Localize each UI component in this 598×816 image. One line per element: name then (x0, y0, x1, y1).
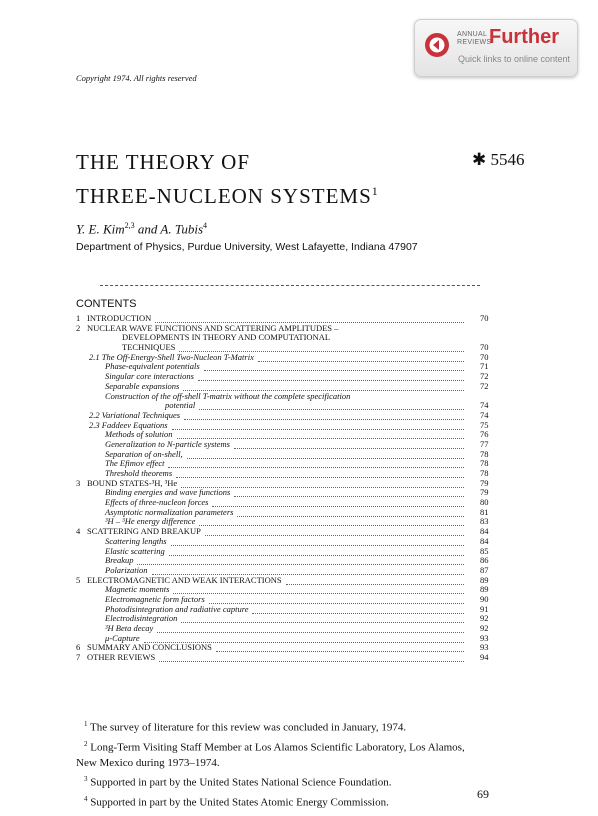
toc-section-number: 2 (76, 322, 81, 333)
authors (76, 221, 207, 237)
toc-page-number: 70 (480, 313, 489, 323)
toc-leader-dots (199, 402, 464, 410)
toc-page-number: 79 (480, 477, 489, 488)
toc-leader-dots (286, 577, 464, 585)
star-icon: ✱ (472, 150, 487, 169)
toc-leader-dots (172, 422, 464, 430)
article-title (76, 148, 379, 211)
toc-page-number: 94 (480, 652, 489, 663)
footnote-mark: 3 (84, 775, 88, 784)
footnote-mark: 4 (84, 794, 88, 803)
toc-leader-dots (183, 383, 464, 391)
footnote (76, 755, 496, 771)
toc-leader-dots (198, 373, 464, 381)
toc-leader-dots (179, 344, 464, 352)
toc-page-number: 71 (480, 361, 489, 372)
toc-page-number: 70 (480, 342, 489, 353)
toc-leader-dots (212, 499, 464, 507)
toc-page-number: 81 (480, 506, 489, 517)
toc-page-number: 74 (480, 400, 489, 411)
footnote-text: New Mexico during 1973–1974. (76, 757, 220, 770)
reference-number (472, 150, 525, 170)
toc-page-number: 87 (480, 564, 489, 575)
toc-leader-dots (234, 489, 464, 497)
toc-section-number: 4 (76, 526, 81, 537)
toc-entry-title: Construction of the off-shell T-matrix without the complete specification (105, 390, 351, 401)
toc-leader-dots (204, 363, 464, 371)
footnote-mark: 2 (84, 739, 88, 748)
toc-section-number: 6 (76, 642, 81, 653)
toc-entry-title: ELECTROMAGNETIC AND WEAK INTERACTIONS (87, 574, 282, 585)
toc-page-number: 93 (480, 642, 489, 653)
reference-number-text: 5546 (490, 150, 525, 169)
toc-leader-dots (181, 615, 464, 623)
toc-entry-title: Magnetic moments (105, 584, 170, 595)
footnote-text: Supported in part by the United States Atomic Energy Commission. (87, 796, 389, 809)
footnote (76, 716, 496, 736)
toc-entry-title: Separation of on-shell, (105, 448, 183, 459)
toc-entry-title: Singular core interactions (105, 371, 194, 382)
toc-entry-title: 2.3 Faddeev Equations (89, 419, 168, 430)
toc-page-number: 74 (480, 409, 489, 420)
toc-entry-title: Generalization to N-particle systems (105, 438, 230, 449)
toc-entry-title: Phase-equivalent potentials (105, 361, 200, 372)
toc-page-number: 76 (480, 429, 489, 440)
toc-entry-title: Scattering lengths (105, 535, 167, 546)
footnote-mark: 1 (84, 720, 88, 728)
toc-page-number: 72 (480, 371, 489, 382)
contents-heading: CONTENTS (76, 298, 137, 310)
toc-page-number: 78 (480, 468, 489, 478)
toc-entry-title: Effects of three-nucleon forces (105, 497, 209, 508)
toc-leader-dots (152, 567, 464, 575)
toc-entry-title: DEVELOPMENTS IN THEORY AND COMPUTATIONAL (122, 332, 331, 343)
toc-page-number: 80 (480, 497, 489, 508)
toc-page-number: 89 (480, 584, 489, 595)
toc-entry-title: Electrodisintegration (105, 613, 178, 624)
badge-publisher (457, 31, 491, 47)
toc-leader-dots (252, 606, 464, 614)
toc-entry-title: μ-Capture (105, 632, 140, 643)
title-line-1: THE THEORY OF (76, 150, 251, 174)
toc-entry-title: Elastic scattering (105, 545, 165, 556)
toc-entry-title: The Efimov effect (105, 458, 165, 469)
toc-entry-title: TECHNIQUES (122, 342, 176, 353)
badge-annual: ANNUAL (457, 31, 488, 38)
copyright-notice: Copyright 1974. All rights reserved (76, 73, 197, 83)
footnotes (76, 716, 496, 811)
further-badge[interactable] (414, 19, 578, 77)
toc-entry (76, 547, 496, 557)
toc-leader-dots (171, 538, 464, 546)
toc-entry-title: ³H Beta decay (105, 623, 154, 633)
toc-entry-title: NUCLEAR WAVE FUNCTIONS AND SCATTERING AMPLITUDES – (87, 322, 339, 333)
author-conjunction: and (134, 221, 161, 237)
toc-leader-dots (209, 596, 464, 604)
toc-leader-dots (176, 470, 464, 478)
toc-entry-title: 2.2 Variational Techniques (89, 409, 181, 420)
toc-entry-title: Binding energies and wave functions (105, 487, 231, 498)
footnote-text: The survey of literature for this review was concluded in January, 1974. (87, 721, 407, 734)
toc-page-number: 72 (480, 380, 489, 391)
toc-section-number: 7 (76, 652, 81, 663)
toc-page-number: 84 (480, 535, 489, 546)
toc-leader-dots (137, 557, 464, 565)
toc-page-number: 77 (480, 438, 489, 449)
toc-entry-title: Threshold theorems (105, 468, 173, 478)
author-1: Y. E. Kim (76, 221, 125, 237)
toc-entry-title: ³H – ³He energy difference (105, 516, 196, 527)
footnote-text: Supported in part by the United States National Science Foundation. (87, 776, 392, 789)
footnote (76, 771, 496, 791)
toc-leader-dots (173, 586, 464, 594)
toc-entry-title: potential (165, 400, 196, 411)
toc-section-number: 5 (76, 574, 81, 585)
toc-page-number: 93 (480, 632, 489, 643)
toc-page-number: 78 (480, 458, 489, 469)
toc-entry-title: SCATTERING AND BREAKUP (87, 526, 201, 537)
toc-entry-title: Polarization (105, 564, 148, 575)
toc-leader-dots (205, 528, 464, 536)
toc-leader-dots (216, 644, 464, 652)
badge-title[interactable]: Further (489, 26, 559, 48)
toc-entry-title: Electromagnetic form factors (105, 593, 205, 604)
toc-page-number: 92 (480, 613, 489, 624)
toc-section-number: 3 (76, 477, 81, 488)
toc-page-number: 85 (480, 545, 489, 556)
toc-entry-title: INTRODUCTION (87, 313, 152, 323)
toc-entry-title: SUMMARY AND CONCLUSIONS (87, 642, 212, 653)
toc-leader-dots (237, 509, 464, 517)
author-1-marks: 2,3 (124, 221, 135, 230)
footnote-text: Long-Term Visiting Staff Member at Los Alamos Scientific Laboratory, Los Alamos, (87, 741, 465, 754)
toc-page-number: 83 (480, 516, 489, 527)
toc-page-number: 90 (480, 593, 489, 604)
title-line-2 (76, 177, 379, 211)
page-number: 69 (477, 787, 489, 801)
toc-page-number: 84 (480, 526, 489, 537)
footnote (76, 736, 496, 756)
badge-subtitle[interactable]: Quick links to online content (458, 54, 571, 64)
toc-page-number: 92 (480, 623, 489, 633)
toc-page-number: 91 (480, 603, 489, 614)
toc-page-number: 78 (480, 448, 489, 459)
title-footnote-mark: 1 (371, 184, 379, 198)
toc-entry-title: Asymptotic normalization parameters (105, 506, 234, 517)
annual-reviews-logo-icon (424, 32, 450, 58)
footnote (76, 791, 496, 811)
author-2: A. Tubis (160, 221, 204, 237)
toc-page-number: 70 (480, 351, 489, 362)
toc-page-number: 79 (480, 487, 489, 498)
toc-entry-title: 2.1 The Off-Energy-Shell Two-Nucleon T-Matrix (89, 351, 254, 362)
toc-entry-title: Photodisintegration and radiative capture (105, 603, 249, 614)
toc-entry (76, 392, 496, 402)
section-divider (100, 285, 480, 286)
toc-leader-dots (199, 518, 464, 526)
title-line-2-text: THREE-NUCLEON SYSTEMS (76, 184, 372, 208)
toc-page-number: 86 (480, 555, 489, 566)
toc-leader-dots (169, 548, 464, 556)
toc-section-number: 1 (76, 313, 81, 323)
toc-entry (76, 653, 496, 663)
toc-leader-dots (159, 654, 464, 662)
affiliation: Department of Physics, Purdue University, West Lafayette, Indiana 47907 (76, 241, 418, 253)
toc-leader-dots (157, 625, 464, 633)
toc-entry-title: Methods of solution (105, 429, 173, 440)
toc-entry-title: Breakup (105, 555, 134, 566)
toc-entry-title: Separable expansions (105, 380, 180, 391)
toc-leader-dots (184, 412, 464, 420)
toc-leader-dots (168, 460, 464, 468)
author-2-marks: 4 (203, 221, 208, 230)
toc-entry-title: OTHER REVIEWS (87, 652, 156, 663)
toc-entry-title: BOUND STATES-³H, ³He (87, 477, 178, 488)
toc-leader-dots (234, 441, 464, 449)
table-of-contents (76, 314, 496, 663)
toc-page-number: 89 (480, 574, 489, 585)
toc-leader-dots (187, 451, 464, 459)
badge-reviews: REVIEWS (457, 39, 492, 46)
toc-leader-dots (258, 354, 464, 362)
toc-leader-dots (155, 315, 464, 323)
toc-page-number: 75 (480, 419, 489, 430)
